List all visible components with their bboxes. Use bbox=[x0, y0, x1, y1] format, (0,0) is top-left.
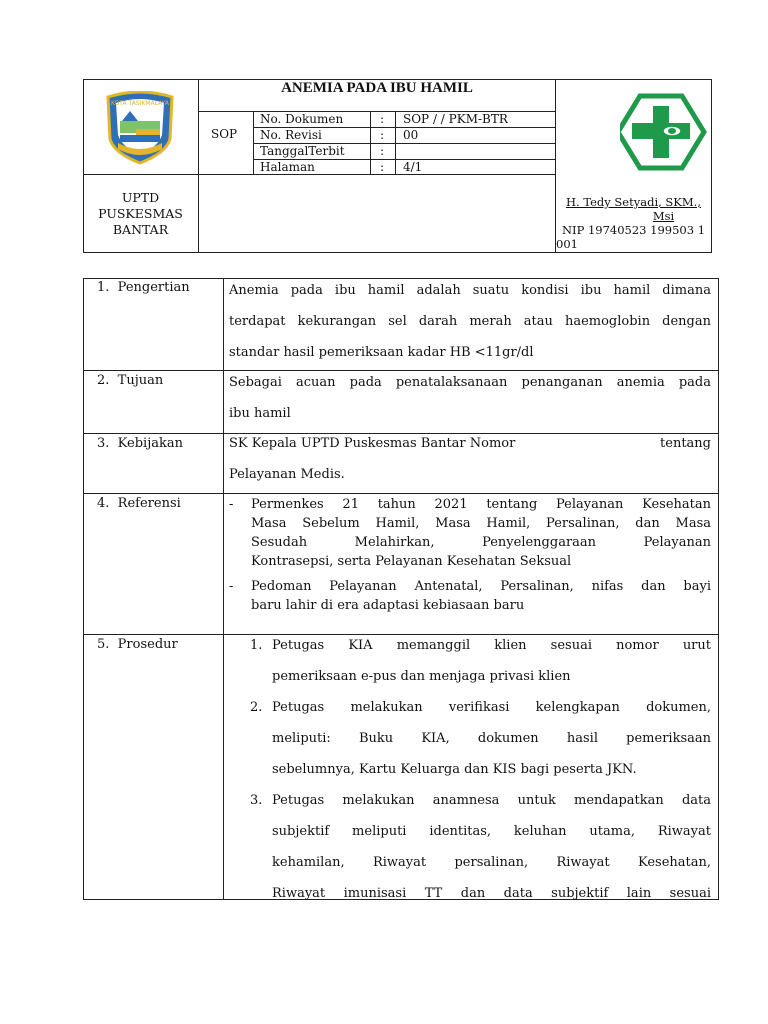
field-sep: : bbox=[380, 160, 385, 174]
procedure-step: 2. Petugas melakukan verifikasi kelengkapan dokumen, meliputi: Buku KIA, dokumen hasil pemeriksaan sebelumnya, Kartu Keluarga dan KIS bagi peserta JKN. bbox=[250, 700, 711, 777]
signer-block bbox=[556, 195, 711, 251]
pengertian-text: Anemia pada ibu hamil adalah suatu kondisi ibu hamil dimana terdapat kekurangan sel darah merah atau haemoglobin dengan standar hasil pemeriksaan kadar HB <11gr/dl bbox=[229, 283, 711, 360]
reference-item: - Pedoman Pelayanan Antenatal, Persalinan, nifas dan bayi baru lahir di era adaptasi kebiasaan baru bbox=[229, 579, 711, 613]
field-label-no-revisi: No. Revisi bbox=[260, 128, 322, 142]
logo-text: KOTA TASIKMALAYA bbox=[110, 100, 170, 107]
signer-name: H. Tedy Setyadi, SKM., bbox=[565, 195, 701, 209]
field-sep: : bbox=[380, 128, 385, 142]
kota-tasikmalaya-logo bbox=[100, 91, 180, 167]
signer-nip-cont: 001 bbox=[556, 237, 578, 251]
reference-item: - Permenkes 21 tahun 2021 tentang Pelayanan Kesehatan Masa Sebelum Hamil, Masa Hamil, Persalinan, dan Masa Sesudah Melahirkan, Penyelenggaraan Pelayanan Kontrasepsi, serta Pelayanan Kesehatan Seksual bbox=[229, 497, 711, 569]
sop-label: SOP bbox=[211, 127, 238, 141]
procedure-step: 1. Petugas KIA memanggil klien sesuai nomor urut pemeriksaan e-pus dan menjaga privasi klien bbox=[250, 638, 711, 684]
field-label-tanggal-terbit: TanggalTerbit bbox=[260, 144, 345, 158]
unit-line: BANTAR bbox=[112, 222, 169, 237]
referensi-list bbox=[229, 495, 711, 615]
signer-name-cont: Msi bbox=[652, 209, 675, 223]
field-sep: : bbox=[380, 112, 385, 126]
document-title: ANEMIA PADA IBU HAMIL bbox=[281, 80, 473, 96]
row-label-prosedur: 5. Prosedur bbox=[97, 637, 178, 652]
field-label-no-dokumen: No. Dokumen bbox=[260, 112, 344, 126]
field-sep: : bbox=[380, 144, 385, 158]
row-label-tujuan: 2. Tujuan bbox=[97, 373, 164, 388]
signer-nip: NIP 19740523 199503 1 bbox=[561, 223, 706, 237]
puskesmas-logo bbox=[620, 92, 710, 176]
field-value-halaman: 4/1 bbox=[403, 160, 423, 174]
procedure-step: 3. Petugas melakukan anamnesa untuk mendapatkan data subjektif meliputi identitas, keluhan utama, Riwayat kehamilan, Riwayat persalinan, Riwayat Kesehatan, Riwayat imunisasi TT dan data subjektif lain sesuai bbox=[250, 793, 711, 901]
sop-content-table bbox=[83, 278, 719, 900]
kebijakan-text: SK Kepala UPTD Puskesmas Bantar Nomor tentang Pelayanan Medis. bbox=[229, 436, 711, 482]
unit-name bbox=[83, 190, 198, 238]
field-value-no-revisi: 00 bbox=[403, 128, 419, 142]
row-label-kebijakan: 3. Kebijakan bbox=[97, 436, 183, 451]
unit-line: PUSKESMAS bbox=[98, 206, 183, 221]
field-value-no-dokumen: SOP / / PKM-BTR bbox=[403, 112, 508, 126]
row-label-referensi: 4. Referensi bbox=[97, 496, 181, 511]
field-label-halaman: Halaman bbox=[260, 160, 315, 174]
tujuan-text: Sebagai acuan pada penatalaksanaan penanganan anemia pada ibu hamil bbox=[229, 375, 711, 421]
unit-line: UPTD bbox=[121, 190, 160, 205]
sop-header-table bbox=[83, 79, 712, 253]
prosedur-list bbox=[229, 630, 711, 909]
row-label-pengertian: 1. Pengertian bbox=[97, 280, 190, 295]
